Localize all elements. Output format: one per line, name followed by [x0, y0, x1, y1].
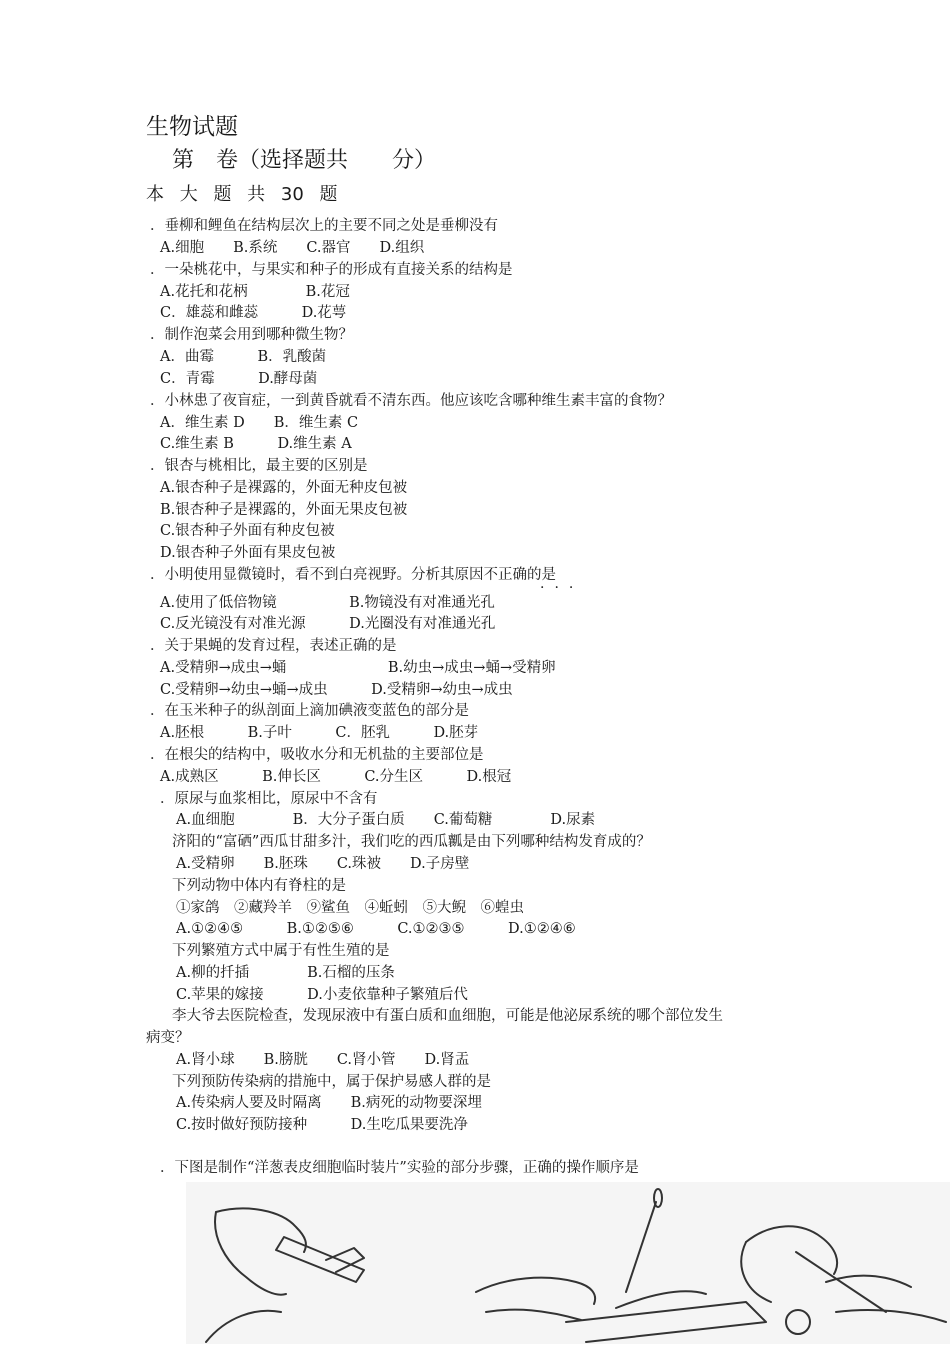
line-q13-opts-1: A.柳的扦插 B.石榴的压条	[176, 965, 395, 981]
line-q5-opt-a: A.银杏种子是裸露的，外面无种皮包被	[160, 480, 408, 496]
line-q5-opt-d: D.银杏种子外面有果皮包被	[160, 545, 336, 561]
line-q5-opt-c: C.银杏种子外面有种皮包被	[160, 523, 335, 539]
section-title: 第 卷（选择题共 分）	[172, 148, 437, 173]
line-q16: ．下图是制作“洋葱表皮细胞临时装片”实验的部分步骤，正确的操作顺序是	[160, 1160, 639, 1176]
line-q10: ．原尿与血浆相比，原尿中不含有	[160, 791, 378, 807]
line-q5-opt-b: B.银杏种子是裸露的，外面无果皮包被	[160, 502, 408, 518]
line-q4: ．小林患了夜盲症，一到黄昏就看不清东西。他应该吃含哪种维生素丰富的食物？	[150, 393, 672, 409]
line-q11-opts: A.受精卵 B.胚珠 C.珠被 D.子房壁	[176, 856, 470, 872]
line-q7-opts-1: A.受精卵→成虫→蛹 B.幼虫→成虫→蛹→受精卵	[160, 660, 556, 676]
line-q4-opts-1: A．维生素 D B．维生素 C	[160, 415, 359, 431]
line-q4-opts-2: C.维生素 B D.维生素 A	[160, 436, 352, 452]
emphasis-dots: ···	[540, 580, 584, 596]
line-q8: ．在玉米种子的纵剖面上滴加碘液变蓝色的部分是	[150, 703, 469, 719]
line-q7-opts-2: C.受精卵→幼虫→蛹→成虫 D.受精卵→幼虫→成虫	[160, 682, 513, 698]
line-q12: 下列动物中体内有脊柱的是	[172, 878, 346, 894]
line-q5: ．银杏与桃相比，最主要的区别是	[150, 458, 368, 474]
line-q9-opts: A.成熟区 B.伸长区 C.分生区 D.根冠	[160, 769, 512, 785]
line-q1-opts: A.细胞 B.系统 C.器官 D.组织	[160, 240, 425, 256]
line-q10-opts: A.血细胞 B．大分子蛋白质 C.葡萄糖 D.尿素	[176, 812, 596, 828]
line-q7: ．关于果蝇的发育过程，表述正确的是	[150, 638, 397, 654]
line-q15-opts-1: A.传染病人要及时隔离 B.病死的动物要深埋	[176, 1095, 482, 1111]
line-q12-opts: A.①②④⑤ B.①②⑤⑥ C.①②③⑤ D.①②④⑥	[176, 921, 576, 937]
line-q15-opts-2: C.按时做好预防接种 D.生吃瓜果要洗净	[176, 1117, 468, 1133]
line-q11: 济阳的“富硒”西瓜甘甜多汁，我们吃的西瓜瓤是由下列哪种结构发育成的？	[172, 834, 651, 850]
line-q3-opts-2: C．青霉 D.酵母菌	[160, 371, 318, 387]
document-title: 生物试题	[146, 114, 238, 140]
line-q6-opts-2: C.反光镜没有对准光源 D.光圈没有对准通光孔	[160, 616, 496, 632]
line-q2: ．一朵桃花中，与果实和种子的形成有直接关系的结构是	[150, 262, 513, 278]
line-q6: ．小明使用显微镜时，看不到白亮视野。分析其原因不正确的是	[150, 567, 556, 583]
line-q14-cont: 病变？	[146, 1030, 190, 1046]
line-q12-items: ①家鸽 ②藏羚羊 ⑨鲨鱼 ④蚯蚓 ⑤大鲵 ⑥蝗虫	[176, 900, 524, 916]
line-q15: 下列预防传染病的措施中，属于保护易感人群的是	[172, 1074, 491, 1090]
line-q14: 李大爷去医院检查，发现尿液中有蛋白质和血细胞，可能是他泌尿系统的哪个部位发生	[172, 1008, 723, 1024]
line-q2-opts-2: C．雄蕊和雌蕊 D.花萼	[160, 305, 347, 321]
line-q2-opts-1: A.花托和花柄 B.花冠	[160, 284, 350, 300]
line-q13-opts-2: C.苹果的嫁接 D.小麦依靠种子繁殖后代	[176, 987, 468, 1003]
line-q8-opts: A.胚根 B.子叶 C．胚乳 D.胚芽	[160, 725, 479, 741]
line-q13: 下列繁殖方式中属于有性生殖的是	[172, 943, 390, 959]
line-q9: ．在根尖的结构中，吸收水分和无机盐的主要部位是	[150, 747, 484, 763]
experiment-hands-illustration-icon	[186, 1182, 950, 1344]
section-note: 本 大 题 共 30 题	[146, 184, 338, 205]
line-q1: ．垂柳和鲤鱼在结构层次上的主要不同之处是垂柳没有	[150, 218, 498, 234]
line-q6-opts-1: A.使用了低倍物镜 B.物镜没有对准通光孔	[160, 595, 495, 611]
line-q3-opts-1: A．曲霉 B．乳酸菌	[160, 349, 327, 365]
line-q14-opts: A.肾小球 B.膀胱 C.肾小管 D.肾盂	[176, 1052, 470, 1068]
line-q3: ．制作泡菜会用到哪种微生物？	[150, 327, 353, 343]
